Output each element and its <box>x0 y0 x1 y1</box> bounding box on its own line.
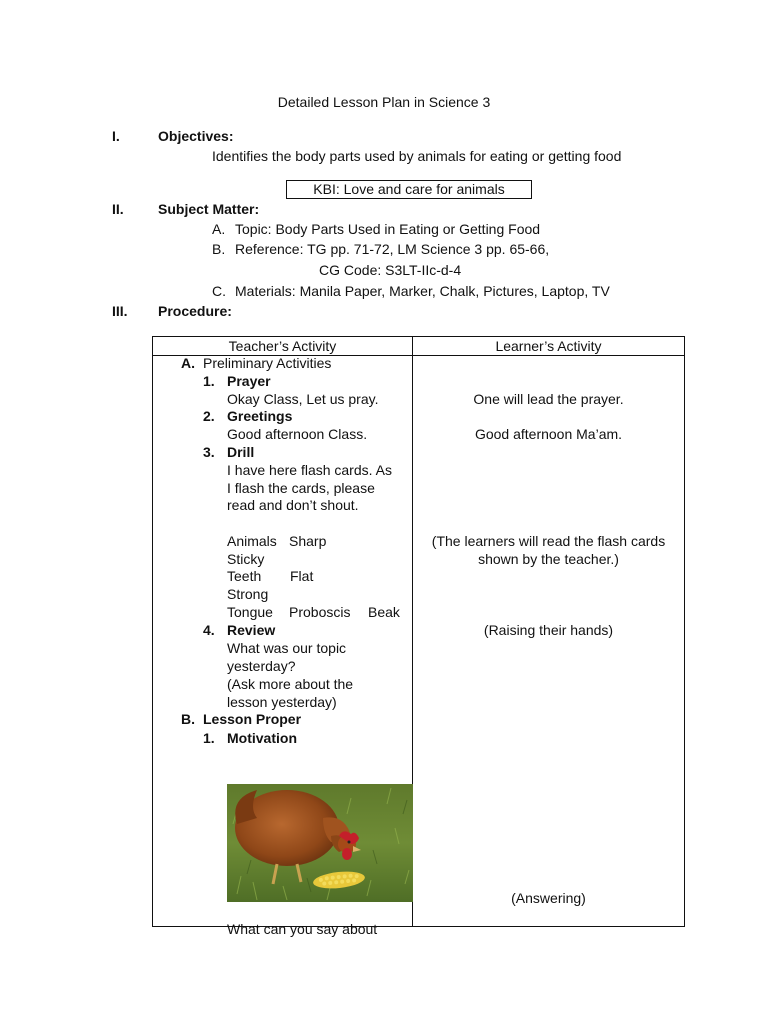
flash-card-word: Flat <box>290 568 314 584</box>
drill-heading: Drill <box>227 444 255 460</box>
flash-card-word: Strong <box>227 586 269 602</box>
flash-card-word: Proboscis <box>289 604 351 620</box>
flash-card-word: Beak <box>368 604 400 620</box>
kbi-box: KBI: Love and care for animals <box>286 180 532 199</box>
hen-eating-corn-image <box>227 784 413 902</box>
learner-prayer-response: One will lead the prayer. <box>473 391 624 407</box>
teacher-activity-header: Teacher’s Activity <box>153 337 413 356</box>
procedure-heading: Procedure: <box>158 303 232 319</box>
preliminary-activities-label: Preliminary Activities <box>203 355 332 371</box>
review-text-line: (Ask more about the <box>227 676 354 692</box>
learner-activity-cell <box>413 356 685 927</box>
section-numeral-subject-matter: II. <box>112 201 124 217</box>
subject-reference: Reference: TG pp. 71-72, LM Science 3 pp. 65-66, <box>235 241 550 257</box>
lesson-proper-heading: Lesson Proper <box>203 711 302 727</box>
learner-review-response: (Raising their hands) <box>483 622 614 638</box>
flash-card-word: Sharp <box>289 533 327 549</box>
teacher-activity-cell <box>153 355 413 937</box>
subject-materials: Materials: Manila Paper, Marker, Chalk, Pictures, Laptop, TV <box>235 283 610 299</box>
motivation-heading: Motivation <box>227 730 297 746</box>
objectives-heading: Objectives: <box>158 128 234 144</box>
outline-number: 1. <box>203 730 215 746</box>
drill-text-line: I flash the cards, please <box>227 480 375 496</box>
prayer-text: Okay Class, Let us pray. <box>227 391 379 407</box>
outline-number: 4. <box>203 622 215 638</box>
outline-number: 1. <box>203 373 215 389</box>
subject-matter-heading: Subject Matter: <box>158 201 260 217</box>
subject-cg-code: CG Code: S3LT-IIc-d-4 <box>319 262 462 278</box>
drill-text-line: I have here flash cards. As <box>227 462 392 478</box>
subject-item-marker: C. <box>212 283 226 299</box>
motivation-question: What can you say about <box>227 921 378 937</box>
subject-item-marker: B. <box>212 241 226 257</box>
learner-drill-response-line: (The learners will read the flash cards <box>431 533 666 549</box>
flash-card-word: Teeth <box>227 568 262 584</box>
section-numeral-objectives: I. <box>112 128 120 144</box>
review-text-line: yesterday? <box>227 658 296 674</box>
learner-greeting-response: Good afternoon Ma’am. <box>474 426 623 442</box>
review-text-line: What was our topic <box>227 640 347 656</box>
flash-card-word: Sticky <box>227 551 265 567</box>
prayer-heading: Prayer <box>227 373 271 389</box>
procedure-table <box>152 336 685 937</box>
outline-marker: A. <box>181 355 195 371</box>
review-heading: Review <box>227 622 276 638</box>
flash-card-word: Tongue <box>227 604 273 620</box>
greetings-text: Good afternoon Class. <box>227 426 368 442</box>
drill-text-line: read and don’t shout. <box>227 497 359 513</box>
subject-topic: Topic: Body Parts Used in Eating or Getting Food <box>235 221 541 237</box>
section-numeral-procedure: III. <box>112 303 128 319</box>
objective-text: Identifies the body parts used by animals for eating or getting food <box>212 148 622 164</box>
flash-card-word: Animals <box>227 533 277 549</box>
outline-number: 3. <box>203 444 215 460</box>
learner-activity-header: Learner’s Activity <box>413 337 685 356</box>
outline-number: 2. <box>203 408 215 424</box>
outline-marker: B. <box>181 711 195 727</box>
learner-drill-response-line: shown by the teacher.) <box>478 551 619 567</box>
greetings-heading: Greetings <box>227 408 293 424</box>
review-text-line: lesson yesterday) <box>227 694 337 710</box>
learner-motivation-response: (Answering) <box>511 890 586 906</box>
subject-item-marker: A. <box>212 221 226 237</box>
document-title: Detailed Lesson Plan in Science 3 <box>277 94 491 110</box>
